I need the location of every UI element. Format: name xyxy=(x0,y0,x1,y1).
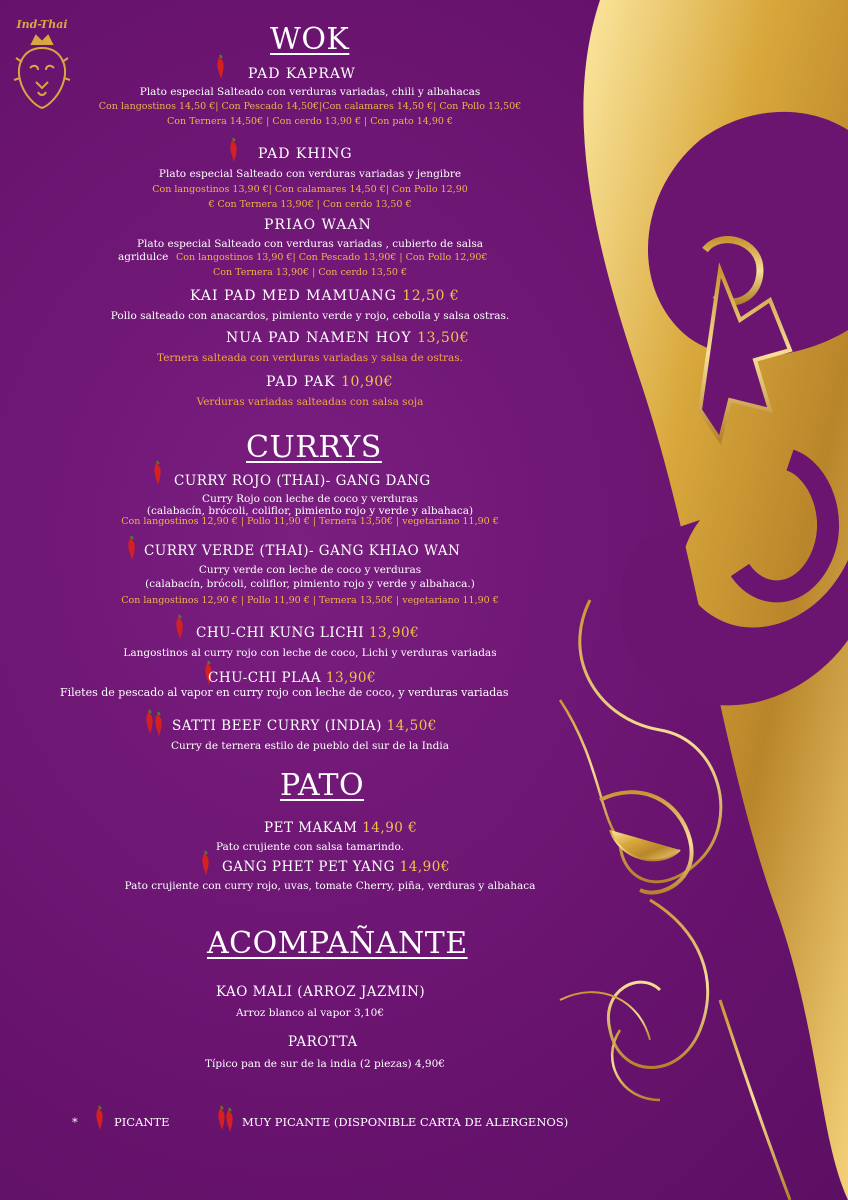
dish-description: Pato crujiente con curry rojo, uvas, tomate Cherry, piña, verduras y albahaca xyxy=(124,880,536,892)
dish-description: (calabacín, brócoli, coliflor, pimiento rojo y verde y albahaca) xyxy=(146,505,474,517)
dish-price: 13,50€ xyxy=(417,330,470,346)
dish-description: Plato especial Salteado con verduras variadas y jengibre xyxy=(158,168,462,180)
dish-description: Ternera salteada con verduras variadas y salsa de ostras. xyxy=(157,352,463,364)
dish-description: Filetes de pescado al vapor en curry rojo con leche de coco, y verduras variadas xyxy=(60,686,509,699)
dish-name: SATTI BEEF CURRY (INDIA) xyxy=(172,718,382,734)
dish-options: Con langostinos 14,50 €| Con Pescado 14,50€|Con calamares 14,50 €| Con Pollo 13,50€ xyxy=(98,101,522,112)
dish-name: CHU-CHI PLAA xyxy=(208,670,322,686)
dish-name: NUA PAD NAMEN HOY xyxy=(226,330,412,346)
chili-pepper-icon xyxy=(92,1105,106,1131)
dish-description: Plato especial Salteado con verduras variadas, chili y albahacas xyxy=(139,86,481,98)
dish-price: 12,50 € xyxy=(402,288,460,304)
dish-description: Verduras variadas salteadas con salsa soja xyxy=(196,396,424,408)
chili-pepper-icon xyxy=(213,54,227,80)
dish-name: KAO MALI (ARROZ JAZMIN) xyxy=(216,984,426,1000)
dish-name: PET MAKAM xyxy=(264,820,358,836)
dish-options: € Con Ternera 13,90€ | Con cerdo 13,50 € xyxy=(208,199,412,210)
chili-pepper-icon xyxy=(150,460,164,486)
dish-name-with-price xyxy=(208,670,376,686)
dish-options: Con Ternera 14,50€ | Con cerdo 13,90 € | Con pato 14,90 € xyxy=(167,116,453,127)
dish-options: Con langostinos 12,90 € | Pollo 11,90 € | Ternera 13,50€ | vegetariano 11,90 € xyxy=(121,516,499,527)
dish-name-with-price xyxy=(196,625,419,641)
legend-picante: PICANTE xyxy=(114,1115,170,1129)
chili-pepper-icon xyxy=(222,1107,236,1133)
dish-name-with-price xyxy=(266,374,393,390)
dish-options: Con langostinos 12,90 € | Pollo 11,90 € | Ternera 13,50€ | vegetariano 11,90 € xyxy=(121,595,499,606)
chili-pepper-icon xyxy=(226,137,240,163)
dish-price: 14,90 € xyxy=(362,820,418,836)
dish-description: agridulce xyxy=(118,251,169,263)
dish-description: Típico pan de sur de la india (2 piezas) 4,90€ xyxy=(205,1058,445,1070)
dish-name-with-price xyxy=(190,288,459,304)
dish-description: Arroz blanco al vapor 3,10€ xyxy=(235,1007,385,1019)
dish-price: 13,90€ xyxy=(368,625,420,641)
dish-description: Langostinos al curry rojo con leche de coco, Lichi y verduras variadas xyxy=(123,647,497,659)
dish-name: PAROTTA xyxy=(288,1034,358,1050)
dish-description: Curry Rojo con leche de coco y verduras xyxy=(202,493,418,505)
dish-options: Con langostinos 13,90 €| Con Pescado 13,90€ | Con Pollo 12,90€ xyxy=(176,252,488,263)
dish-name-with-price xyxy=(226,330,469,346)
dish-name: CURRY ROJO (THAI)- GANG DANG xyxy=(174,473,431,489)
dish-name-with-price xyxy=(264,820,417,836)
section-title-pato: PATO xyxy=(280,768,365,803)
section-title-currys: CURRYS xyxy=(246,430,382,465)
dish-description: Curry verde con leche de coco y verduras xyxy=(198,564,422,576)
legend-muy-picante: MUY PICANTE (DISPONIBLE CARTA DE ALERGENOS) xyxy=(242,1115,569,1129)
dish-description: Pollo salteado con anacardos, pimiento verde y rojo, cebolla y salsa ostras. xyxy=(110,310,510,322)
dish-price: 14,90€ xyxy=(399,859,450,875)
chili-pepper-icon xyxy=(124,535,138,561)
section-title-wok: WOK xyxy=(270,22,350,57)
dish-name: PRIAO WAAN xyxy=(264,217,372,233)
chili-pepper-icon xyxy=(198,850,212,876)
section-title-acompanante: ACOMPAÑANTE xyxy=(207,926,468,961)
dish-options: Con Ternera 13,90€ | Con cerdo 13,50 € xyxy=(212,267,408,278)
dish-name: PAD PAK xyxy=(266,374,336,390)
legend-asterisk: * xyxy=(72,1115,78,1129)
dish-name-with-price xyxy=(222,859,450,875)
dish-description: Plato especial Salteado con verduras variadas , cubierto de salsa xyxy=(136,238,484,250)
dish-name: GANG PHET PET YANG xyxy=(222,859,395,875)
dish-options: Con langostinos 13,90 €| Con calamares 14,50 €| Con Pollo 12,90 xyxy=(152,184,468,195)
dish-name: CHU-CHI KUNG LICHI xyxy=(196,625,365,641)
dish-price: 10,90€ xyxy=(341,374,394,390)
dish-price: 14,50€ xyxy=(386,718,437,734)
chili-pepper-icon xyxy=(172,614,186,640)
chili-pepper-icon xyxy=(151,711,165,737)
logo-wordmark: Ind-Thai xyxy=(16,18,68,31)
dish-name: PAD KHING xyxy=(258,146,353,162)
dish-name-with-price xyxy=(172,718,437,734)
dish-name: KAI PAD MED MAMUANG xyxy=(190,288,397,304)
dish-name: CURRY VERDE (THAI)- GANG KHIAO WAN xyxy=(144,543,461,559)
dish-name: PAD KAPRAW xyxy=(248,66,356,82)
dish-description: Curry de ternera estilo de pueblo del sur de la India xyxy=(171,740,449,752)
dish-description: Pato crujiente con salsa tamarindo. xyxy=(215,841,405,853)
dish-description: (calabacín, brócoli, coliflor, pimiento rojo y verde y albahaca.) xyxy=(145,578,475,590)
dish-price: 13,90€ xyxy=(325,670,377,686)
